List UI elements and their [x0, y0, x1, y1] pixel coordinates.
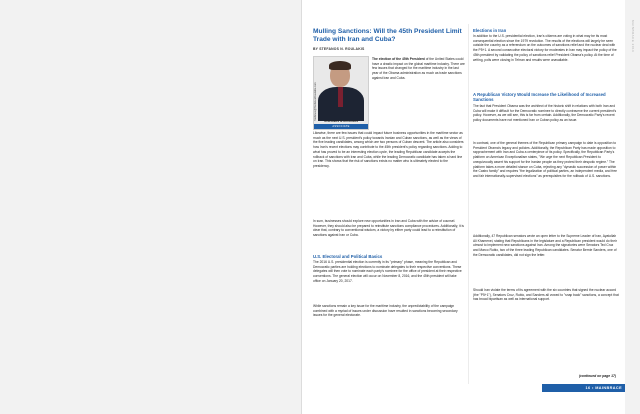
- photo-badge: ASSOCIATE: [314, 124, 368, 129]
- intro-rest: of the United States could have a drastic impact on the global maritime industry. There are few issues that changed for the maritime industry in the last year of the Obama administration as much as trade sanctions against Iran and Cuba.: [372, 57, 465, 80]
- photo-side-email: Stefanos@StefanosRoulakis.com: [314, 82, 317, 121]
- left-paragraph-2: In sum, businesses should explore new opportunities in Iran and Cuba with the advice of counsel. However, they should also be prepared to reinstitute sanctions compliance procedures. Additionally, it is clear that, contrary to conventional wisdom, a victory by either party could lead to a reinstitution of sanctions against Iran or Cuba.: [313, 219, 464, 238]
- photo-caption: STEFANOS N. ROULAKIS: [323, 119, 359, 123]
- right-paragraph-1: In addition to the U.S. presidential election, Iran's citizens are voting in what may be its most consequential election since the 1979 revolution. The results of the elections will largely be seen outside the country as a referendum on the outcomes of sanctions relief and the nuclear deal with the P5+1. A second consecutive electoral victory for moderates in Iran may impact the policy of the 45th president by validating the policy of sanctions relief President Obama's policy. At the time of writing, polls were closing in Tehran and results were unavailable.: [473, 34, 617, 62]
- right-paragraph-5: Should Iran violate the terms of its agreement with the six countries that signed the nuclear accord (the "P5+1"), Senators Cruz, Rubio, and Sanders all vowed to "snap back" sanctions, a concept that has broad bipartisan as well as international support.: [473, 288, 619, 302]
- footer-bar: [542, 384, 625, 392]
- column-divider: [468, 24, 469, 384]
- continued-note: (continued on page 17): [578, 374, 616, 378]
- section-heading-republican: A Republican Victory Would Increase the Likelihood of Increased Sanctions: [473, 92, 606, 102]
- left-paragraph-1: Likewise, there are few issues that could impact future business opportunities in the maritime sector as much as the next U.S. president's policy towards Iranian and Cuban sanctions, as well as the views of the five leading candidates, among which are two persons of Cuban descent. The article also considers how Iran's recent elections may contribute to the 45th president's policy regarding sanctions. Adding to what has proved to be an interesting election cycle, the leading Republican candidate accepts the rollback of sanctions with Iran and Cuba, while the leading Democratic candidate has taken a hard line on Iran. This shows that the risk of sanctions exists no matter who is ultimately elected to the presidency.: [313, 131, 464, 168]
- section-heading-iran: Elections in Iran: [473, 28, 507, 33]
- intro-paragraph: [372, 57, 465, 81]
- right-paragraph-4: Additionally, 47 Republican senators wrote an open letter to the Supreme Leader of Iran, Ayatollah Ali Khamenei, stating that Republicans in the legislature and a Republican president would do their utmost to implement new sanctions against Iran. Among the signatories were Senators Ted Cruz and Marco Rubio, two of the three leading Republican candidates. Senator Bernie Sanders, one of the Democratic candidates, did not sign the letter.: [473, 234, 617, 257]
- article-headline: Mulling Sanctions: Will the 45th President Limit Trade with Iran and Cuba?: [313, 28, 462, 43]
- footer-page-label: 16 • MAINBRACE: [585, 386, 622, 390]
- photo-tie: [338, 87, 343, 107]
- article-byline: BY STEFANOS N. ROULAKIS: [313, 47, 365, 51]
- right-paragraph-3: In contrast, one of the general themes of the Republican primary campaign to date is opposition to President Obama's legacy and policies. Additionally, the Republican Party has made opposition to rapprochement with Iran and Cuba a centerpiece of its policy. Specifically, the Republican Party's platform on American Exceptionalism states, "We urge the next Republican President to unequivocally assert his support for the Iranian people as they protest their despotic regime." The platform takes a more detailed stance on Cuba, rejecting any "dynastic succession of power within the Castro family" and requires "the legalization of political parties, an independent media, and free and fair internationally-supervised elections" as prerequisites for the rollback of U.S. sanctions.: [473, 141, 618, 178]
- left-paragraph-3: The 2016 U.S. presidential election is currently in its "primary" phase, meaning the Republican and Democratic parties are holding elections to nominate delegates to their respective conventions. These delegates will then vote to nominate each party's nominee for the office of president at their respective conventions. The general election will occur on November 8, 2016, and the 45th president will take office on January 20, 2017.: [313, 260, 462, 283]
- document-page: [302, 0, 625, 414]
- section-heading-electoral: U.S. Electoral and Political Basics: [313, 254, 383, 259]
- author-photo: [313, 56, 369, 130]
- left-paragraph-4: While sanctions remain a key issue for the maritime industry, the unpredictability of the campaign combined with a myriad of issues under discussion have resulted in sanctions becoming secondary issues for the general electorate.: [313, 304, 458, 318]
- right-paragraph-2: The fact that President Obama was the architect of the historic shift in relations with both Iran and Cuba will make it difficult for the Democratic nominee to directly contravene the current president's policy. However, as we will see, this is far from certain. Additionally, the Democratic Party's recent policy documents have not mentioned Iran or Cuban policy as an issue.: [473, 104, 617, 123]
- intro-lead: The election of the 45th President: [372, 57, 425, 61]
- photo-hair: [329, 61, 351, 70]
- side-strip-label: MAINBRACE 2016: [631, 20, 635, 53]
